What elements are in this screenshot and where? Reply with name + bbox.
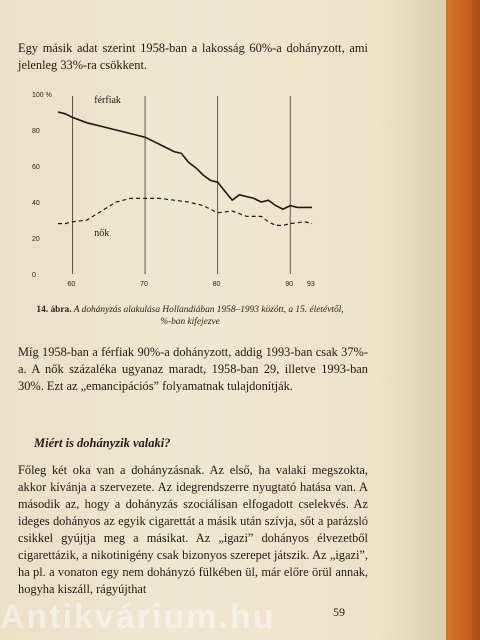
section-heading: Miért is dohányzik valaki? [34,436,171,450]
y-tick-label: 60 [32,164,40,171]
x-tick-label: 70 [140,281,148,288]
y-tick-label: 80 [32,128,40,135]
figure-caption [30,304,350,328]
series-line-0 [58,112,312,209]
x-tick-label: 93 [307,281,315,288]
smoking-chart [28,84,328,294]
x-tick-label: 60 [67,281,76,288]
watermark: Antikvárium.hu [0,598,276,636]
intro-paragraph: Egy másik adat szerint 1958-ban a lakosság 60%-a dohányzott, ami jelenleg 33%-ra csökkent. [18,41,368,72]
page-number: 59 [333,605,345,619]
caption-text: A dohányzás alakulása Hollandiában 1958–1993 között, a 15. életévtől, %-ban kifejezve [73,305,344,327]
paragraph-1: Míg 1958-ban a férfiak 90%-a dohányzott, addig 1993-ban csak 37%-a. A nők százaléka ugyanaz maradt, 1958-ban 29, illetve 1993-ban 30%. Ezt az „emancipációs” folyamatnak tulajdonítják. [18,345,368,393]
book-spine [446,0,480,640]
y-tick-label: 0 [32,272,36,279]
x-tick-label: 80 [212,281,221,288]
x-tick-label: 90 [285,281,294,288]
paragraph-2: Főleg két oka van a dohányzásnak. Az első, ha valaki megszokta, akkor kívánja a szervezete. Az idegrendszerre nyugtató hatása van. A második az, hogy a dohányzás szociálisan elfogadott cselekvés. Az ideges dohányos az egyik cigarettát a másik után szívja, sőt a parázsló csikkel gyújtja meg a másikat. Az „igazi” dohányos élvezetből cigarettázik, a nikotinigény csak bizonyos szerepet játszik. Az „igazi”, ha pl. a vonaton egy nem dohányzó fülkében ül, már előre örül annak, hogyha kiszáll, rágyújthat [18,463,368,596]
series-label-ferfiak: férfiak [94,95,121,106]
y-tick-label: 40 [32,200,40,207]
caption-label: 14. ábra. [36,305,72,315]
chart-svg [28,84,328,294]
y-tick-label: 20 [32,236,40,243]
y-tick-label: 100 % [32,92,52,99]
series-line-1 [58,198,312,225]
series-label-nok: nők [94,228,110,240]
